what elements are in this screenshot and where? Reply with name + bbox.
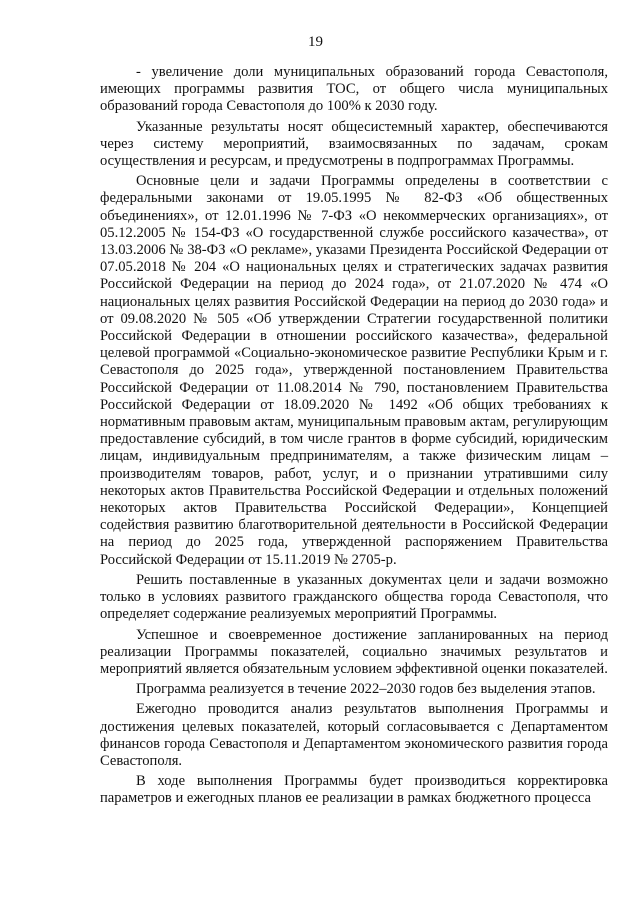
paragraph-4: Решить поставленные в указанных документах цели и задачи возможно только в условиях развитого гражданского общества города Севастополя, что определяет содержание реализуемых мероприятий Программы. (100, 571, 608, 623)
paragraph-2: Указанные результаты носят общесистемный характер, обеспечиваются через систему мероприятий, взаимосвязанных по задачам, срокам осуществления и ресурсам, и предусмотрены в подпрограммах Программы. (100, 118, 608, 170)
paragraph-5: Успешное и своевременное достижение запланированных на период реализации Программы показателей, социально значимых результатов и мероприятий является обязательным условием эффективной оценки показателей. (100, 626, 608, 677)
page-number: 19 (308, 34, 323, 50)
paragraph-6: Программа реализуется в течение 2022–2030 годов без выделения этапов. (136, 681, 596, 698)
paragraph-7: Ежегодно проводится анализ результатов выполнения Программы и достижения целевых показателей, который согласовывается с Департаментом финансов города Севастополя и Департаментом экономического развития города Севастополя. (100, 701, 608, 769)
paragraph-3: Основные цели и задачи Программы определены в соответствии с федеральными законами от 19.05.1995 № 82-ФЗ «Об общественных объединениях», от 12.01.1996 № 7-ФЗ «О некоммерческих организациях», от 05.12.2005 № 154-ФЗ «О государственной службе российского казачества», от 13.03.2006 № 38-ФЗ «О рекламе», указами Президента Российской Федерации от 07.05.2018 № 204 «О национальных целях и стратегических задачах развития Российской Федерации на период до 2024 года», от 21.07.2020 № 474 «О национальных целях развития Российской Федерации на период до 2030 года» и от 09.08.2020 № 505 «Об утверждении Стратегии государственной политики Российской Федерации в отношении российского казачества», федеральной целевой программой «Социально-экономическое развитие Республики Крым и г. Севастополя до 2025 года», утвержденной постановлением Правительства Российской Федерации от 11.08.2014 № 790, постановлением Правительства Российской Федерации от 18.09.2020 № 1492 «Об общих требованиях к нормативным правовым актам, муниципальным правовым актам, регулирующим предоставление субсидий, в том числе грантов в форме субсидий, юридическим лицам, индивидуальным предпринимателям, а также физическим лицам – производителям товаров, работ, услуг, и о признании утратившими силу некоторых актов Правительства Российской Федерации и отдельных положений некоторых актов Правительства Российской Федерации», Концепцией содействия развитию благотворительной деятельности в Российской Федерации на период до 2025 года, утвержденной распоряжением Правительства Российской Федерации от 15.11.2019 № 2705-р. (100, 173, 608, 568)
document-body (100, 64, 608, 808)
paragraph-1: - увеличение доли муниципальных образований города Севастополя, имеющих программы развития ТОС, от общего числа муниципальных образований города Севастополя до 100% к 2030 году. (100, 64, 608, 115)
paragraph-8: В ходе выполнения Программы будет производиться корректировка параметров и ежегодных планов ее реализации в рамках бюджетного процесса (100, 773, 608, 807)
